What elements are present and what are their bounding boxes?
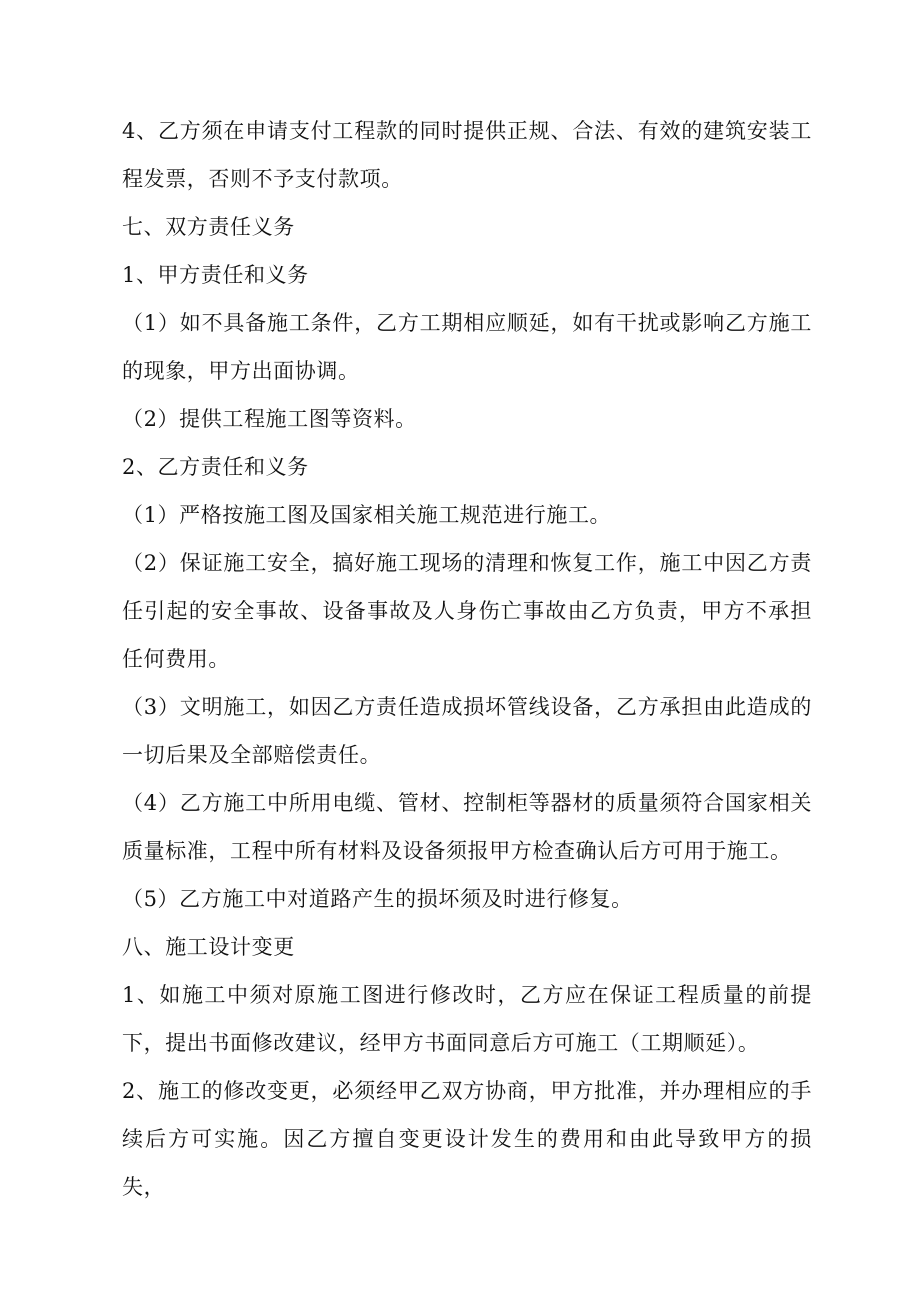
section-7-heading: 七、双方责任义务 (122, 215, 295, 239)
party-b-item-3: （3）文明施工，如因乙方责任造成损坏管线设备，乙方承担由此造成的一切后果及全部赔偿责任。 (122, 695, 812, 767)
clause-4-invoice: 4、乙方须在申请支付工程款的同时提供正规、合法、有效的建筑安装工程发票，否则不予支付款项。 (122, 119, 812, 191)
change-clause-2: 2、施工的修改变更，必须经甲乙双方协商，甲方批准，并办理相应的手续后方可实施。因乙方擅自变更设计发生的费用和由此导致甲方的损失， (122, 1079, 812, 1199)
subsection-party-a-heading: 1、甲方责任和义务 (122, 263, 309, 287)
section-8-heading: 八、施工设计变更 (122, 935, 295, 959)
party-a-item-2: （2）提供工程施工图等资料。 (122, 407, 417, 431)
party-b-item-2: （2）保证施工安全，搞好施工现场的清理和恢复工作，施工中因乙方责任引起的安全事故、设备事故及人身伤亡事故由乙方负责，甲方不承担任何费用。 (122, 551, 812, 671)
party-a-item-1: （1）如不具备施工条件，乙方工期相应顺延，如有干扰或影响乙方施工的现象，甲方出面协调。 (122, 311, 812, 383)
party-b-item-4: （4）乙方施工中所用电缆、管材、控制柜等器材的质量须符合国家相关质量标准，工程中所有材料及设备须报甲方检查确认后方可用于施工。 (122, 791, 812, 863)
subsection-party-b-heading: 2、乙方责任和义务 (122, 455, 309, 479)
party-b-item-1: （1）严格按施工图及国家相关施工规范进行施工。 (122, 503, 612, 527)
party-b-item-5: （5）乙方施工中对道路产生的损坏须及时进行修复。 (122, 887, 633, 911)
document-body (122, 107, 812, 1211)
change-clause-1: 1、如施工中须对原施工图进行修改时，乙方应在保证工程质量的前提下，提出书面修改建议，经甲方书面同意后方可施工（工期顺延）。 (122, 983, 812, 1055)
